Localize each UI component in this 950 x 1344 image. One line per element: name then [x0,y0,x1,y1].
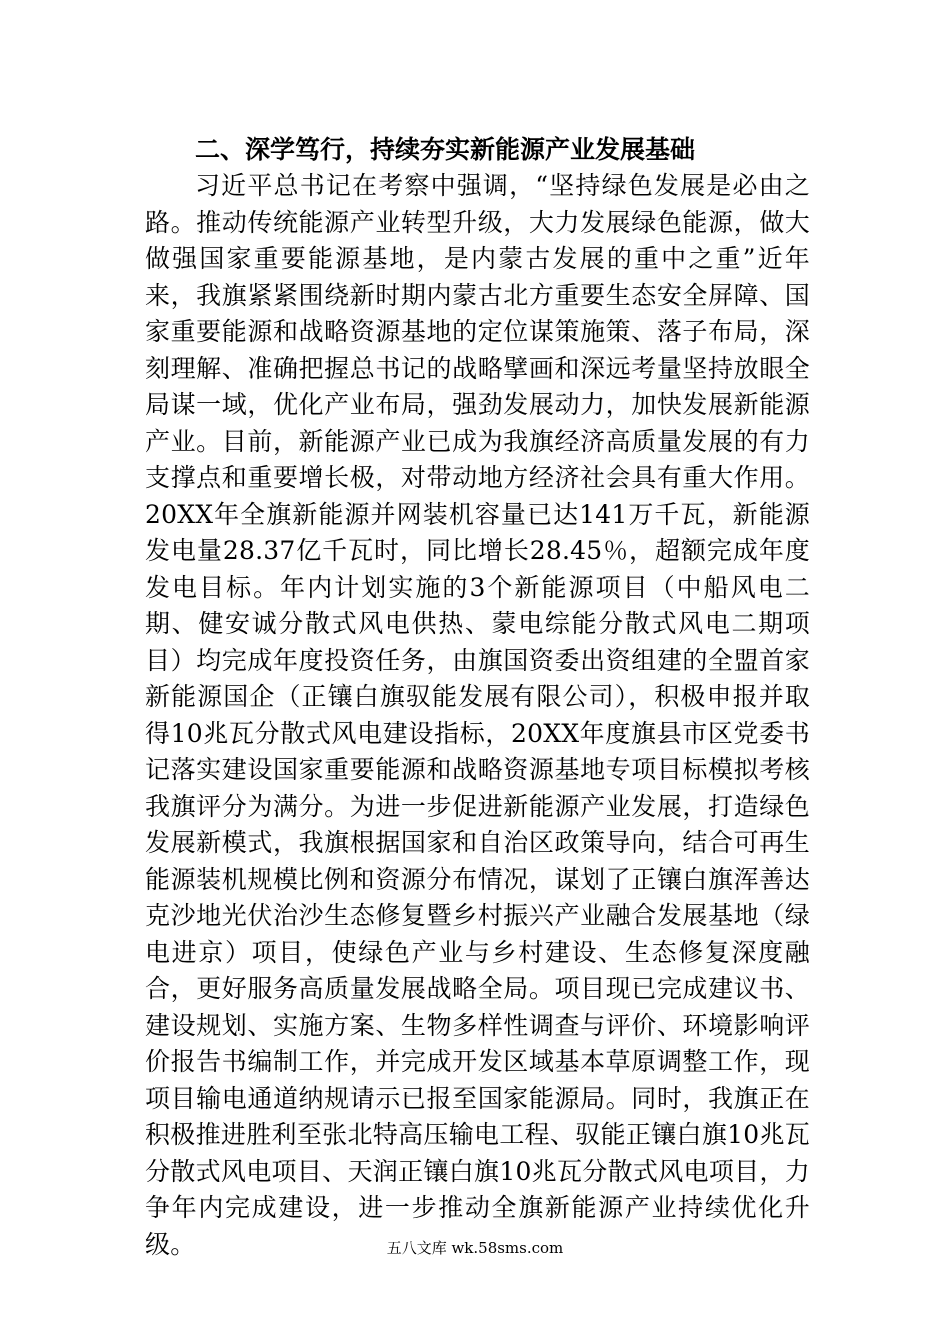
section-heading: 二、深学笃行，持续夯实新能源产业发展基础 [195,135,696,164]
body-paragraph: 习近平总书记在考察中强调，“坚持绿色发展是必由之路。推动传统能源产业转型升级，大力发展绿色能源，做大做强国家重要能源基地，是内蒙古发展的重中之重”近年来，我旗紧紧围绕新时期内蒙古北方重要生态安全屏障、国家重要能源和战略资源基地的定位谋策施策、落子布局，深刻理解、准确把握总书记的战略擘画和深远考量坚持放眼全局谋一域，优化产业布局，强劲发展动力，加快发展新能源产业。目前，新能源产业已成为我旗经济高质量发展的有力支撑点和重要增长极，对带动地方经济社会具有重大作用。20XX年全旗新能源并网装机容量已达141万千瓦，新能源发电量28.37亿千瓦时，同比增长28.45％，超额完成年度发电目标。年内计划实施的3个新能源项目（中船风电二期、健安诚分散式风电供热、蒙电综能分散式风电二期项目）均完成年度投资任务，由旗国资委出资组建的全盟首家新能源国企（正镶白旗驭能发展有限公司），积极申报并取得10兆瓦分散式风电建设指标，20XX年度旗县市区党委书记落实建设国家重要能源和战略资源基地专项目标模拟考核我旗评分为满分。为进一步促进新能源产业发展，打造绿色发展新模式，我旗根据国家和自治区政策导向，结合可再生能源装机规模比例和资源分布情况，谋划了正镶白旗浑善达克沙地光伏治沙生态修复暨乡村振兴产业融合发展基地（绿电进京）项目，使绿色产业与乡村建设、生态修复深度融合，更好服务高质量发展战略全局。项目现已完成建议书、建设规划、实施方案、生物多样性调查与评价、环境影响评价报告书编制工作，并完成开发区域基本草原调整工作，现项目输电通道纳规请示已报至国家能源局。同时，我旗正在积极推进胜利至张北特高压输电工程、驭能正镶白旗10兆瓦分散式风电项目、天润正镶白旗10兆瓦分散式风电项目，力争年内完成建设，进一步推动全旗新能源产业持续优化升级。 [145,171,810,1259]
page-footer: 五八文库 wk.58sms.com [386,1239,564,1257]
